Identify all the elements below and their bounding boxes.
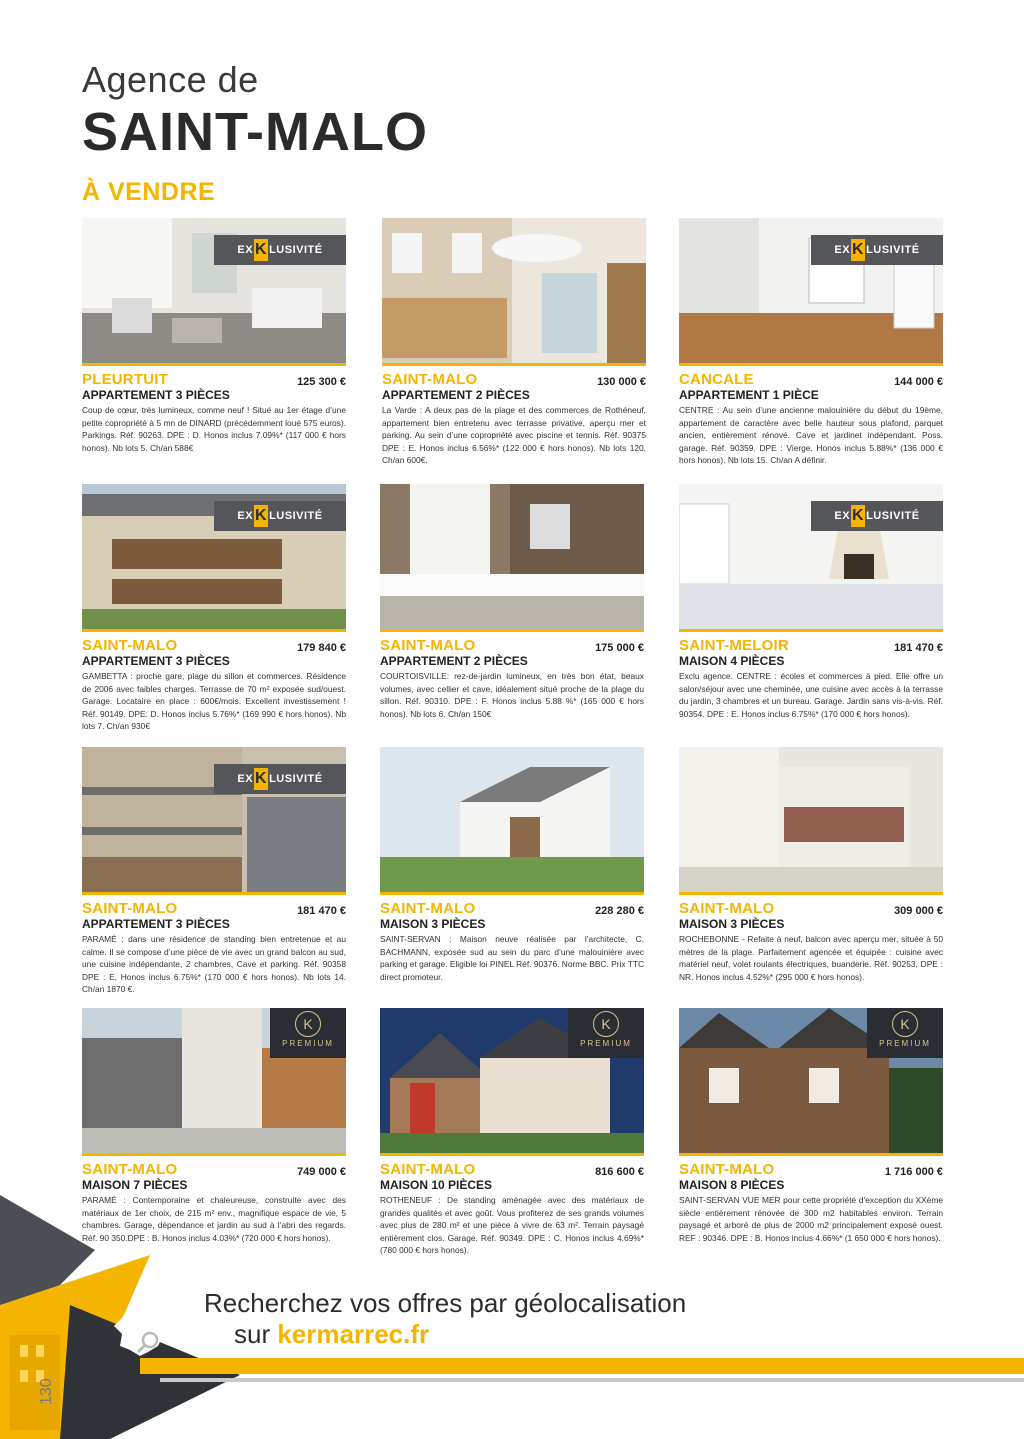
listing-description: COURTOISVILLE: rez-de-jardin lumineux, en très bon état, beaux volumes, avec cellier et cave, idéalement situé proche de la plage du sillon. Réf. 90310. DPE : F. Honos inclus 5.88 %* (165 000 € hors honos). Nb lots 6. Ch/an 150€ [380, 671, 644, 719]
exclusivity-badge [811, 235, 943, 265]
premium-badge [568, 1008, 644, 1058]
listing-type: APPARTEMENT 2 PIÈCES [380, 654, 528, 668]
photo-underline [82, 629, 346, 632]
listing-price: 175 000 € [595, 642, 644, 654]
listing-photo [82, 218, 346, 366]
france-map-icon [112, 1300, 168, 1360]
footer-grey-bar [160, 1378, 1024, 1382]
listing-photo [382, 218, 646, 366]
listing-price: 181 470 € [297, 905, 346, 917]
listing-city: PLEURTUIT [82, 371, 168, 388]
listing-price: 144 000 € [894, 376, 943, 388]
badge-text: LUSIVITÉ [866, 244, 920, 256]
badge-text: EX [237, 510, 254, 522]
section-title: À VENDRE [82, 178, 216, 206]
listing-photo [679, 747, 943, 895]
listing-photo [679, 218, 943, 366]
listing-card[interactable] [382, 218, 646, 467]
listing-card[interactable] [679, 1008, 943, 1244]
photo-underline [380, 629, 644, 632]
badge-text: PREMIUM [580, 1039, 632, 1048]
listing-price: 816 600 € [595, 1166, 644, 1178]
photo-underline [380, 1153, 644, 1156]
badge-text: EX [834, 244, 851, 256]
photo-underline [82, 892, 346, 895]
listing-description: CENTRE : Au sein d’une ancienne malouinière du début du 19ème, appartement de caractère avec belle hauteur sous plafond, parquet ancien, entièrement rénové. Cave et jardinet indépendant. Poss. garage. Réf. 90359. DPE : Vierge. Honos inclus 5.88%* (136 000 € hors honos). Nb lots 15. Ch/an A définir. [679, 405, 943, 466]
listing-photo [679, 1008, 943, 1156]
photo-underline [679, 1153, 943, 1156]
listing-photo [380, 484, 644, 632]
listing-card[interactable] [679, 218, 943, 467]
badge-text: LUSIVITÉ [269, 510, 323, 522]
listing-city: SAINT-MALO [380, 637, 476, 654]
listing-photo [380, 747, 644, 895]
photo-underline [82, 363, 346, 366]
listing-city: SAINT-MALO [380, 900, 476, 917]
listing-type: APPARTEMENT 2 PIÈCES [382, 388, 530, 402]
listing-price: 228 280 € [595, 905, 644, 917]
listing-price: 309 000 € [894, 905, 943, 917]
agency-label: Agence de [82, 59, 259, 100]
badge-text: EX [237, 244, 254, 256]
photo-underline [679, 363, 943, 366]
listing-photo [679, 484, 943, 632]
listing-city: SAINT-MALO [382, 371, 478, 388]
listing-price: 125 300 € [297, 376, 346, 388]
listing-city: SAINT-MALO [679, 900, 775, 917]
geolocation-promo [204, 1288, 686, 1350]
badge-text: LUSIVITÉ [269, 244, 323, 256]
k-logo-icon: K [892, 1011, 918, 1037]
listing-card[interactable] [679, 747, 943, 983]
badge-text: PREMIUM [282, 1039, 334, 1048]
listing-card[interactable] [380, 1008, 644, 1257]
exclusivity-badge [214, 501, 346, 531]
listing-price: 179 840 € [297, 642, 346, 654]
listing-photo [82, 1008, 346, 1156]
k-logo-icon: K [254, 505, 268, 527]
premium-badge [270, 1008, 346, 1058]
listing-type: APPARTEMENT 1 PIÈCE [679, 388, 819, 402]
listing-price: 1 716 000 € [884, 1166, 943, 1178]
exclusivity-badge [214, 764, 346, 794]
badge-text: EX [834, 510, 851, 522]
listing-description: Exclu agence. CENTRE : écoles et commerces à pied. Elle offre un salon/séjour avec une cheminée, une cuisine avec accès à la terrasse du jardin, 3 chambres et un bureau. Garage. Jardin sans vis-à-vis. Réf. 90354. DPE : E. Honos inclus 6.75%* (170 000 € hors honos). [679, 671, 943, 719]
premium-badge [867, 1008, 943, 1058]
listing-type: MAISON 3 PIÈCES [679, 917, 785, 931]
promo-prefix: sur [234, 1319, 278, 1349]
listing-description: ROCHEBONNE - Refaite à neuf, balcon avec aperçu mer, située à 50 mètres de la plage. Parfaitement agencée et équipée : cuisine avec matériel neuf, volet roulants électriques, buanderie. Réf. 90253, DPE : NR. Honos inclus 4.52%* (295 000 € hors honos). [679, 934, 943, 982]
badge-text: EX [237, 773, 254, 785]
badge-text: LUSIVITÉ [269, 773, 323, 785]
listing-type: APPARTEMENT 3 PIÈCES [82, 654, 230, 668]
k-logo-icon: K [254, 768, 268, 790]
listing-city: SAINT-MALO [82, 900, 178, 917]
k-logo-icon: K [851, 505, 865, 527]
exclusivity-badge [811, 501, 943, 531]
footer-yellow-bar [140, 1358, 1024, 1374]
listing-type: APPARTEMENT 3 PIÈCES [82, 388, 230, 402]
listing-description: PARAMÉ : dans une résidence de standing bien entretenue et au calme. Il se compose d’une pièce de vie avec un grand balcon au sud, une cuisine indépendante, 2 chambres, Cave et parking. Réf. 90358 DPE : E, Honos inclus 6.75%* (170 000 € hors honos). Nb lots 14. Ch/an 1870 €. [82, 934, 346, 995]
page-number: 130 [38, 1378, 55, 1405]
photo-underline [82, 1153, 346, 1156]
listing-price: 181 470 € [894, 642, 943, 654]
listing-description: La Varde : A deux pas de la plage et des commerces de Rothéneuf, appartement bien entretenu avec terrasse privative, aperçu mer et parking. Au sein d’une copropriété avec piscine et tennis. Réf. 90375 DPE : E. Honos inclus 6.56%* (122 000 € hors honos). Nb lots 120. Ch/an 600€. [382, 405, 646, 466]
listing-card[interactable] [82, 484, 346, 733]
listing-type: MAISON 7 PIÈCES [82, 1178, 188, 1192]
listing-city: SAINT-MALO [380, 1161, 476, 1178]
listing-description: ROTHENEUF : De standing aménagée avec des matériaux de grandes qualités et avec goût. Vous profiterez de ses grands volumes avec plus de 280 m² et une pièce à vivre de 63 m². Terrain paysagé entièrement clos. Garage. Réf. 90349. DPE : C. Honos inclus 4.69%* (780 000 € hors honos). [380, 1195, 644, 1256]
agency-city-title: SAINT-MALO [82, 102, 428, 162]
exclusivity-badge [214, 235, 346, 265]
k-logo-icon: K [593, 1011, 619, 1037]
listing-price: 749 000 € [297, 1166, 346, 1178]
listing-city: SAINT-MALO [82, 637, 178, 654]
listing-description: SAINT-SERVAN VUE MER pour cette propriété d’exception du XXème siècle entièrement rénovée de 300 m2 habitables environ. Terrain paysagé et arboré de plus de 2000 m2 principalement exposé ouest. REF : 90346. DPE : B. Honos inclus 4.66%* (1 650 000 € hors honos). [679, 1195, 943, 1243]
listing-price: 130 000 € [597, 376, 646, 388]
photo-underline [679, 629, 943, 632]
listing-description: SAINT-SERVAN : Maison neuve réalisée par l’architecte, C. BACHMANN, exposée sud au sein du parc d’une malouinière avec parking et garage. Eligible loi PINEL Réf. 90376. Norme BBC. Prix TTC direct promoteur. [380, 934, 644, 982]
listing-card[interactable] [82, 218, 346, 454]
listing-card[interactable] [679, 484, 943, 720]
k-logo-icon: K [295, 1011, 321, 1037]
listing-type: APPARTEMENT 3 PIÈCES [82, 917, 230, 931]
listing-photo [82, 484, 346, 632]
listing-description: PARAMÉ : Contemporaine et chaleureuse, construite avec des matériaux de 1er choix, de 215 m² env., magnifique espace de vie, 5 chambres. Garage, dépendance et jardin au sud à l’abri des regards. Réf. 90 350.DPE : B. Honos inclus 4.03%* (720 000 € hors honos). [82, 1195, 346, 1243]
photo-underline [382, 363, 646, 366]
listing-card[interactable] [380, 747, 644, 983]
listing-type: MAISON 3 PIÈCES [380, 917, 486, 931]
k-logo-icon: K [851, 239, 865, 261]
listing-type: MAISON 4 PIÈCES [679, 654, 785, 668]
listing-description: Coup de cœur, très lumineux, comme neuf ! Situé au 1er étage d’une petite copropriété à 5 mn de DINARD (précédemment loué 575 euros). Parkings. Réf. 90263. DPE : D. Honos inclus 7.09%* (117 000 € hors honos). Nb lots 5. Ch/an 588€ [82, 405, 346, 453]
listing-city: SAINT-MALO [82, 1161, 178, 1178]
listing-city: SAINT-MELOIR [679, 637, 789, 654]
listing-type: MAISON 10 PIÈCES [380, 1178, 493, 1192]
photo-underline [380, 892, 644, 895]
website-link[interactable]: kermarrec.fr [277, 1319, 430, 1349]
k-logo-icon: K [254, 239, 268, 261]
listing-photo [380, 1008, 644, 1156]
listing-city: CANCALE [679, 371, 754, 388]
badge-text: LUSIVITÉ [866, 510, 920, 522]
listing-description: GAMBETTA : proche gare, plage du sillon et commerces. Résidence de 2006 avec faibles charges. Terrasse de 70 m² exposée sud/ouest. Garage. Locataire en place : 600€/mois. Excellent investissement ! Réf. 90149. DPE: D. Honos inclus 5.76%* (169 990 € hors honos). Nb lots 7. Ch/an 930€ [82, 671, 346, 732]
badge-text: PREMIUM [879, 1039, 931, 1048]
listing-card[interactable] [380, 484, 644, 720]
page-header [82, 58, 428, 162]
listing-card[interactable] [82, 747, 346, 996]
promo-line1: Recherchez vos offres par géolocalisation [204, 1288, 687, 1318]
listing-photo [82, 747, 346, 895]
listing-city: SAINT-MALO [679, 1161, 775, 1178]
listing-type: MAISON 8 PIÈCES [679, 1178, 785, 1192]
photo-underline [679, 892, 943, 895]
